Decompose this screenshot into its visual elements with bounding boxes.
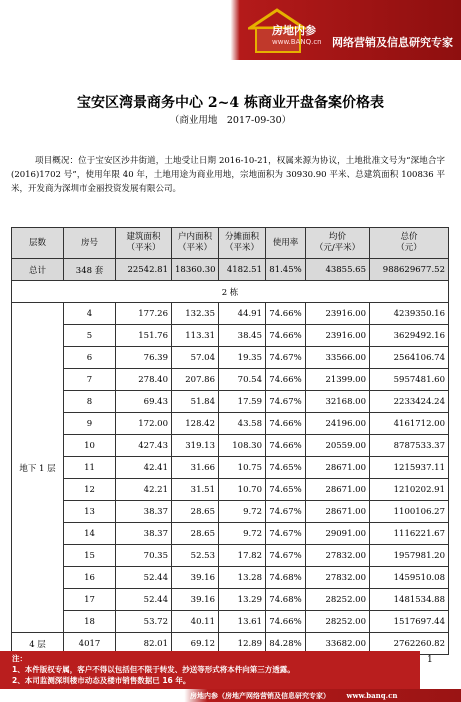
table-row	[12, 413, 449, 435]
table-cell: 10	[64, 435, 116, 457]
header-text: 总价	[400, 232, 418, 242]
table-cell: 13.61	[219, 611, 266, 633]
table-cell: 12	[64, 479, 116, 501]
total-cell: 348 套	[64, 259, 116, 281]
table-cell: 11	[64, 457, 116, 479]
table-cell: 177.26	[116, 303, 172, 325]
table-cell: 128.42	[172, 413, 219, 435]
table-cell: 29091.00	[306, 523, 370, 545]
table-cell: 74.66%	[266, 413, 306, 435]
table-row	[12, 435, 449, 457]
table-cell: 10.70	[219, 479, 266, 501]
table-cell: 74.67%	[266, 391, 306, 413]
table-cell: 12.89	[219, 633, 266, 655]
table-cell: 74.68%	[266, 589, 306, 611]
header-banner	[0, 0, 461, 60]
header-cell	[12, 228, 64, 259]
logo-text: 房地内参	[272, 24, 316, 37]
table-cell: 39.16	[172, 589, 219, 611]
total-cell: 22542.81	[116, 259, 172, 281]
footer-notes	[0, 651, 420, 689]
table-cell: 31.51	[172, 479, 219, 501]
table-cell: 74.66%	[266, 303, 306, 325]
footer-url: www.banq.cn	[346, 691, 398, 700]
header-text: 建筑面积	[126, 232, 161, 242]
table-cell: 84.28%	[266, 633, 306, 655]
table-cell: 2233424.24	[370, 391, 449, 413]
table-cell: 69.12	[172, 633, 219, 655]
table-cell: 151.76	[116, 325, 172, 347]
header-cell	[370, 228, 449, 259]
table-cell: 74.66%	[266, 435, 306, 457]
header-cell	[64, 228, 116, 259]
table-cell: 69.43	[116, 391, 172, 413]
table-cell: 4017	[64, 633, 116, 655]
table-cell: 5957481.60	[370, 369, 449, 391]
page-subtitle: （商业用地 2017-09-30）	[169, 115, 292, 126]
table-cell: 28.65	[172, 501, 219, 523]
table-cell: 9.72	[219, 523, 266, 545]
table-cell: 31.66	[172, 457, 219, 479]
table-cell: 5	[64, 325, 116, 347]
table-header-row	[12, 228, 449, 259]
table-cell: 24196.00	[306, 413, 370, 435]
table-cell: 42.21	[116, 479, 172, 501]
table-row	[12, 347, 449, 369]
table-cell: 2762260.82	[370, 633, 449, 655]
table-cell: 27832.00	[306, 567, 370, 589]
header-cell	[219, 228, 266, 259]
table-cell: 51.84	[172, 391, 219, 413]
floor-label: 地下 1 层	[12, 303, 64, 633]
table-cell: 113.31	[172, 325, 219, 347]
table-cell: 38.45	[219, 325, 266, 347]
table-cell: 74.67%	[266, 501, 306, 523]
table-cell: 4239350.16	[370, 303, 449, 325]
table-cell: 13.28	[219, 567, 266, 589]
table-cell: 28671.00	[306, 479, 370, 501]
table-row	[12, 303, 449, 325]
table-cell: 23916.00	[306, 303, 370, 325]
table-cell: 28671.00	[306, 501, 370, 523]
page-title: 宝安区湾景商务中心 2~4 栋商业开盘备案价格表	[77, 95, 384, 111]
table-cell: 53.72	[116, 611, 172, 633]
table-cell: 39.16	[172, 567, 219, 589]
table-cell: 33682.00	[306, 633, 370, 655]
table-cell: 28252.00	[306, 589, 370, 611]
table-cell: 319.13	[172, 435, 219, 457]
table-cell: 132.35	[172, 303, 219, 325]
table-cell: 57.04	[172, 347, 219, 369]
table-row	[12, 523, 449, 545]
table-cell: 13.29	[219, 589, 266, 611]
table-cell: 1210202.91	[370, 479, 449, 501]
table-cell: 74.66%	[266, 611, 306, 633]
note-2: 2、本司监测深圳楼市动态及楼市销售数据已 16 年。	[12, 676, 191, 685]
table-cell: 15	[64, 545, 116, 567]
table-row	[12, 391, 449, 413]
header-cell	[266, 228, 306, 259]
table-cell: 17	[64, 589, 116, 611]
table-cell: 43.58	[219, 413, 266, 435]
table-cell: 1459510.08	[370, 567, 449, 589]
table-cell: 70.35	[116, 545, 172, 567]
table-cell: 70.54	[219, 369, 266, 391]
header-slogan: 网络营销及信息研究专家	[332, 36, 453, 49]
header-cell	[306, 228, 370, 259]
table-cell: 19.35	[219, 347, 266, 369]
header-cell	[116, 228, 172, 259]
table-cell: 207.86	[172, 369, 219, 391]
table-cell: 76.39	[116, 347, 172, 369]
table-cell: 38.37	[116, 501, 172, 523]
header-text: （元/平米）	[314, 243, 361, 253]
header-text: 户内面积	[177, 232, 212, 242]
table-cell: 8787533.37	[370, 435, 449, 457]
price-table	[11, 227, 449, 655]
logo-url: www.BANQ.cn	[272, 38, 322, 46]
table-cell: 13	[64, 501, 116, 523]
table-cell: 1100106.27	[370, 501, 449, 523]
table-cell: 27832.00	[306, 545, 370, 567]
note-1: 1、本件版权专属，客户不得以包括但不限于转发、抄送等形式将本件向第三方透露。	[12, 665, 295, 674]
header-text: 分摊面积	[224, 232, 259, 242]
table-cell: 74.67%	[266, 347, 306, 369]
table-row	[12, 369, 449, 391]
table-cell: 278.40	[116, 369, 172, 391]
table-cell: 52.53	[172, 545, 219, 567]
header-cell	[172, 228, 219, 259]
table-cell: 3629492.16	[370, 325, 449, 347]
table-cell: 42.41	[116, 457, 172, 479]
table-cell: 74.66%	[266, 325, 306, 347]
total-cell: 43855.65	[306, 259, 370, 281]
page-number: 1	[427, 655, 433, 665]
table-cell: 14	[64, 523, 116, 545]
table-cell: 17.82	[219, 545, 266, 567]
table-cell: 33566.00	[306, 347, 370, 369]
table-cell: 6	[64, 347, 116, 369]
table-cell: 74.67%	[266, 523, 306, 545]
total-cell: 81.45%	[266, 259, 306, 281]
total-row	[12, 259, 449, 281]
header-text: （平米）	[126, 243, 161, 253]
table-cell: 1116221.67	[370, 523, 449, 545]
table-cell: 172.00	[116, 413, 172, 435]
table-cell: 23916.00	[306, 325, 370, 347]
table-cell: 74.68%	[266, 567, 306, 589]
total-cell: 4182.51	[219, 259, 266, 281]
table-cell: 44.91	[219, 303, 266, 325]
table-row	[12, 589, 449, 611]
table-cell: 4161712.00	[370, 413, 449, 435]
header-text: （元）	[396, 243, 422, 253]
table-cell: 4 层	[12, 633, 64, 655]
table-row	[12, 479, 449, 501]
header-text: （平米）	[177, 243, 212, 253]
table-cell: 1481534.88	[370, 589, 449, 611]
table-cell: 427.43	[116, 435, 172, 457]
footer-brand	[190, 689, 397, 702]
table-cell: 74.67%	[266, 545, 306, 567]
table-cell: 28.65	[172, 523, 219, 545]
header-text: 房号	[80, 237, 98, 248]
table-cell: 10.75	[219, 457, 266, 479]
header-text: 均价	[328, 232, 346, 242]
section-row	[12, 281, 449, 303]
total-cell: 18360.30	[172, 259, 219, 281]
table-cell: 2564106.74	[370, 347, 449, 369]
table-cell: 8	[64, 391, 116, 413]
footer-brand-text: 房地内参（房地产网络营销及信息研究专家）	[190, 691, 330, 700]
total-cell: 总计	[12, 259, 64, 281]
header-text: （平米）	[224, 243, 259, 253]
table-cell: 32168.00	[306, 391, 370, 413]
notes-label: 注：	[12, 654, 27, 663]
table-cell: 52.44	[116, 589, 172, 611]
table-row	[12, 545, 449, 567]
table-cell: 74.65%	[266, 479, 306, 501]
table-row	[12, 501, 449, 523]
project-overview: 项目概况：位于宝安区沙井街道，土地受让日期 2016-10-21，权属来源为协议，土地批准文号为“深地合字(2016)1702 号”，使用年限 40 年，土地用途为商业用地，宗地面积为 30930.90 平米、总建筑面积 100836 平米，开发商为深圳市金丽投资发展有限公司。	[11, 156, 445, 194]
table-cell: 52.44	[116, 567, 172, 589]
table-cell: 7	[64, 369, 116, 391]
total-cell: 988629677.52	[370, 259, 449, 281]
table-cell: 1215937.11	[370, 457, 449, 479]
table-cell: 18	[64, 611, 116, 633]
table-cell: 28671.00	[306, 457, 370, 479]
table-cell: 82.01	[116, 633, 172, 655]
header-text: 层数	[28, 237, 46, 248]
table-cell: 21399.00	[306, 369, 370, 391]
table-row	[12, 567, 449, 589]
table-cell: 16	[64, 567, 116, 589]
table-cell: 1517697.44	[370, 611, 449, 633]
header-text: 使用率	[272, 237, 299, 248]
table-cell: 74.65%	[266, 457, 306, 479]
table-cell: 38.37	[116, 523, 172, 545]
table-cell: 4	[64, 303, 116, 325]
table-row	[12, 325, 449, 347]
table-cell: 17.59	[219, 391, 266, 413]
table-cell: 40.11	[172, 611, 219, 633]
table-row	[12, 457, 449, 479]
table-cell: 9	[64, 413, 116, 435]
table-cell: 20559.00	[306, 435, 370, 457]
table-cell: 9.72	[219, 501, 266, 523]
table-cell: 108.30	[219, 435, 266, 457]
table-cell: 74.66%	[266, 369, 306, 391]
table-row	[12, 611, 449, 633]
table-cell: 1957981.20	[370, 545, 449, 567]
section-label: 2 栋	[12, 281, 449, 303]
table-cell: 28252.00	[306, 611, 370, 633]
